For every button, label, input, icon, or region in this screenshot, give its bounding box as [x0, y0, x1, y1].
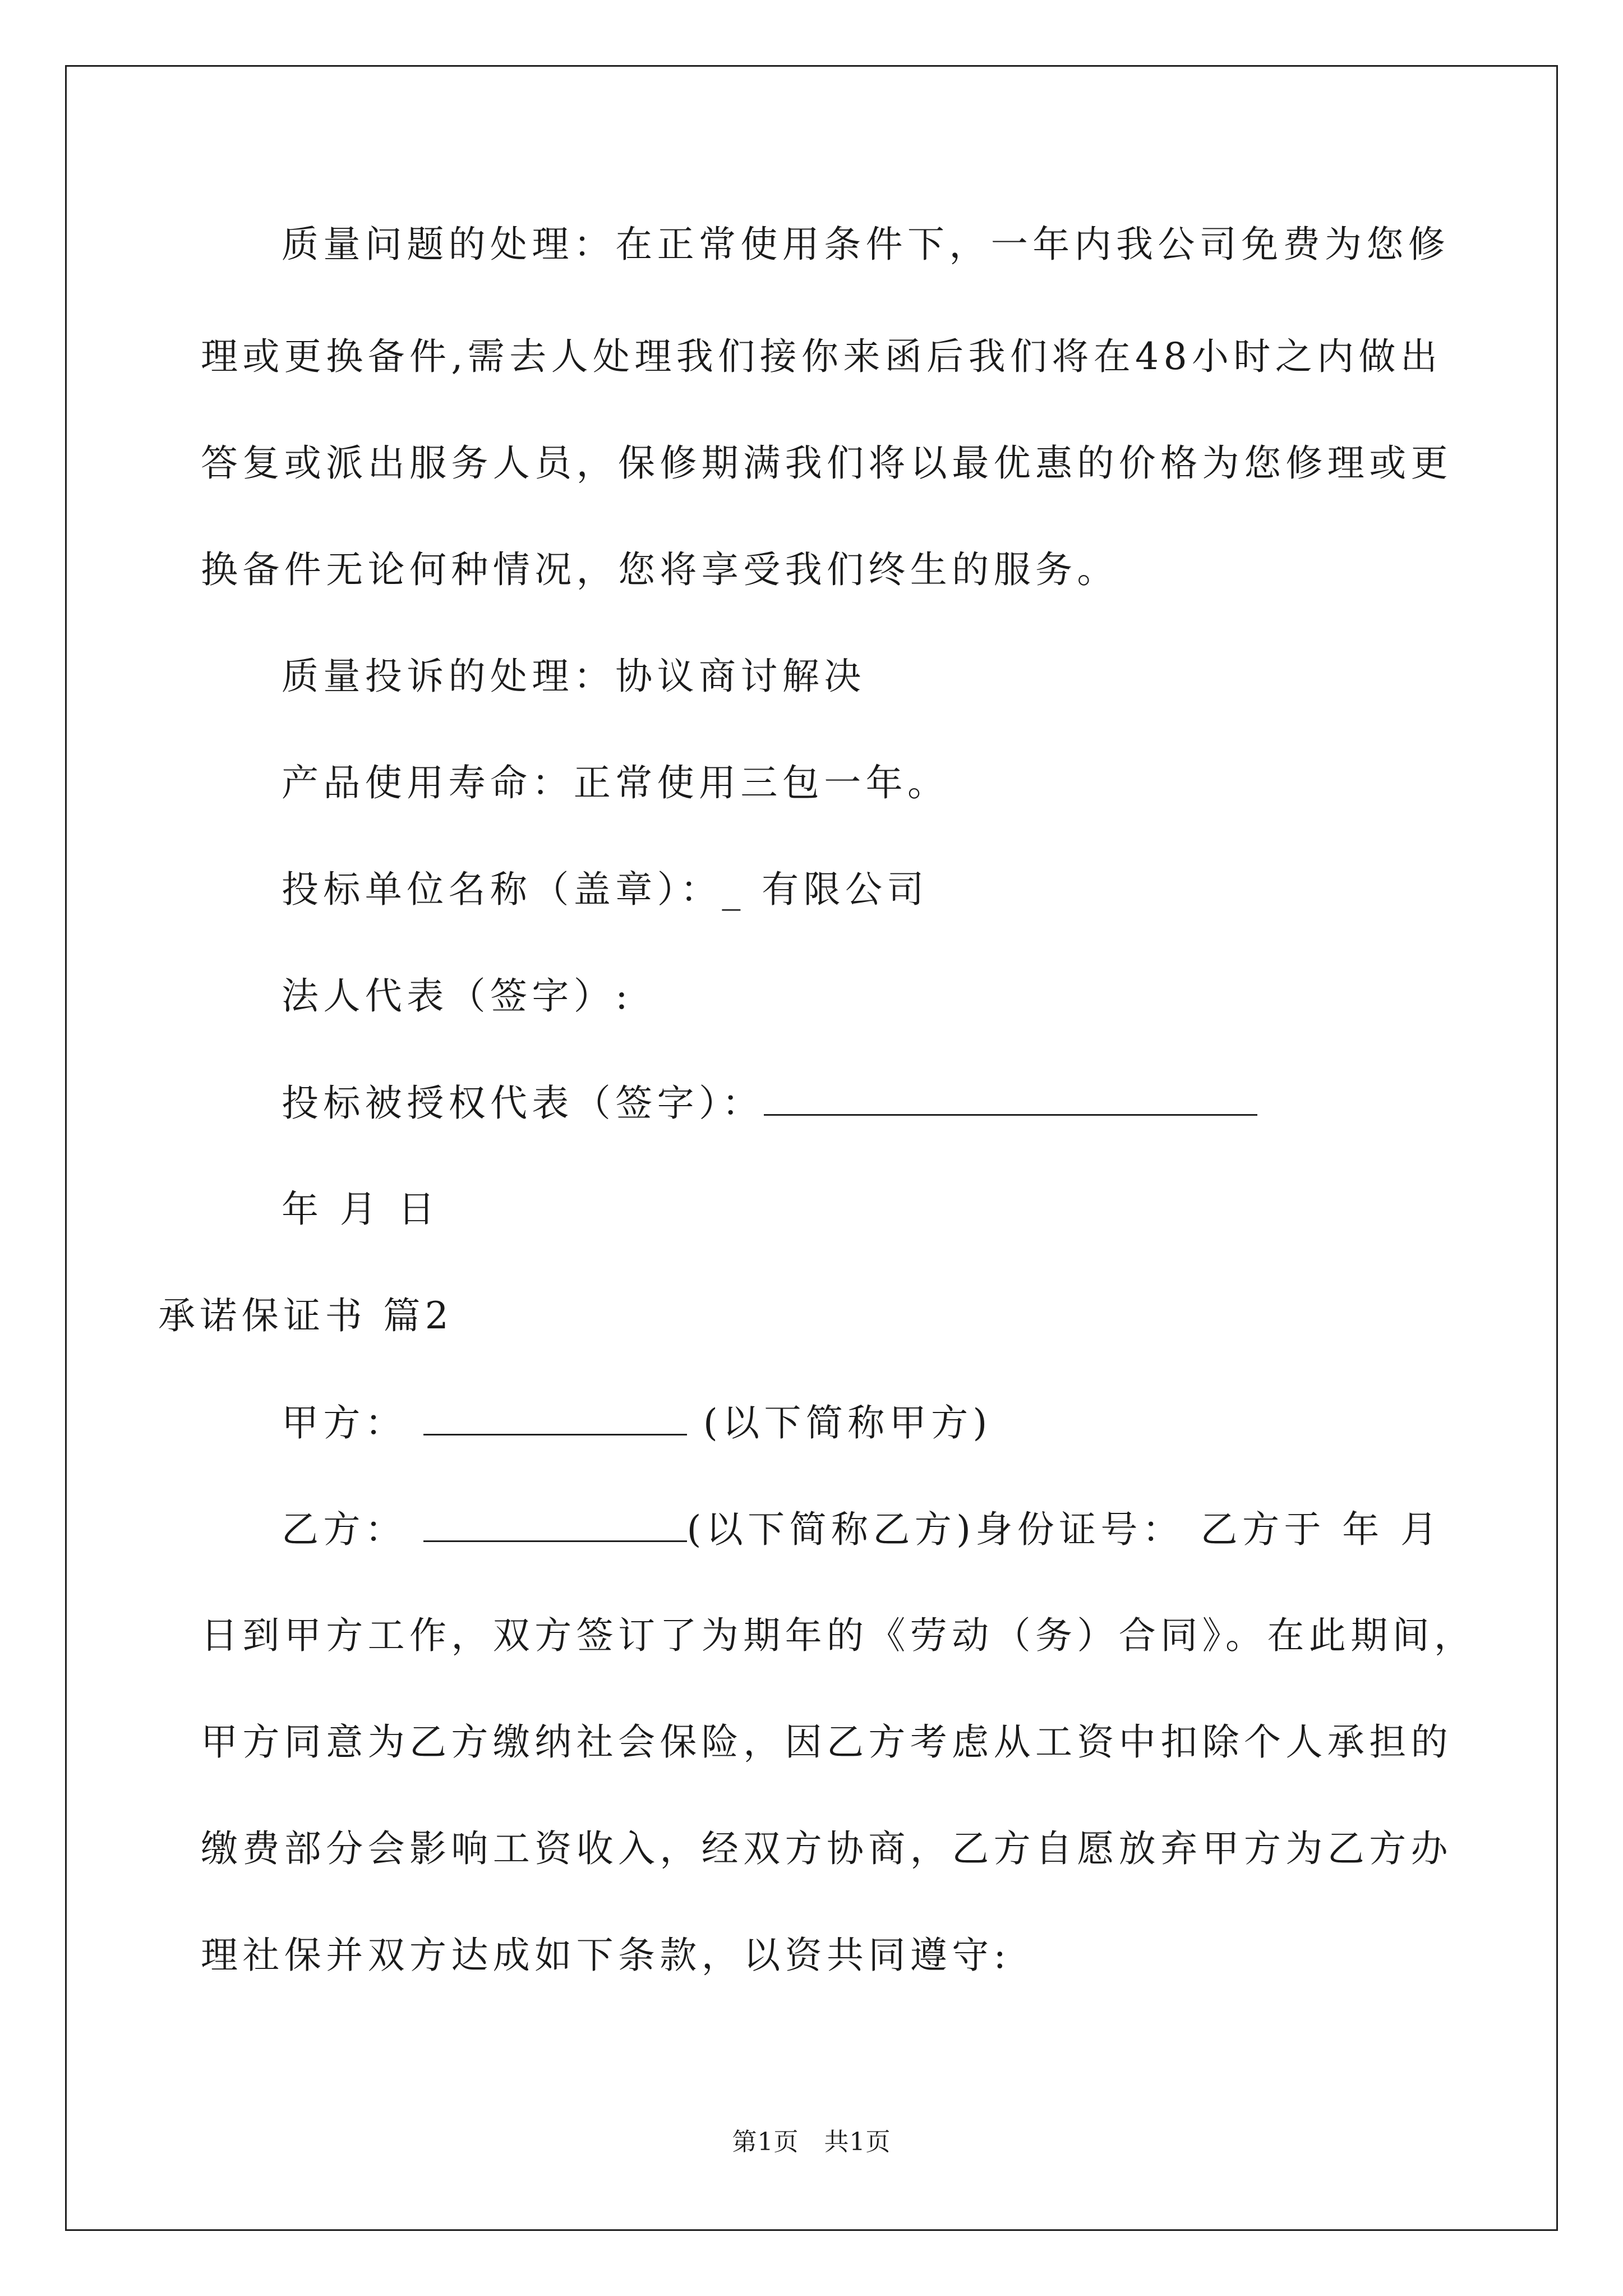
paragraph-line: 理社保并双方达成如下条款，以资共同遵守: — [201, 1934, 1011, 1977]
paragraph-line: 产品使用寿命：正常使用三包一年。 — [282, 761, 949, 804]
paragraph-line: 投标单位名称（盖章）：_ 有限公司 — [282, 868, 929, 911]
signature-label: 投标被授权代表（签字）： — [282, 1082, 764, 1125]
date-line: 年 月 日 — [282, 1188, 440, 1231]
page-number: 第1页 共1页 — [732, 2128, 891, 2156]
paragraph-line: 缴费部分会影响工资收入，经双方协商，乙方自愿放弃甲方为乙方办 — [201, 1827, 1453, 1870]
party-a-blank — [423, 1401, 687, 1435]
party-b-line — [282, 1508, 1571, 1551]
paragraph-line: 法人代表（签字）: — [282, 974, 633, 1018]
paragraph-line: 换备件无论何种情况，您将享受我们终生的服务。 — [201, 548, 1119, 591]
party-b-note: (以下简称乙方)身份证号： 乙方于 年 月 — [686, 1508, 1442, 1551]
signature-blank — [764, 1082, 1257, 1116]
party-a-label: 甲方： — [282, 1401, 423, 1444]
paragraph-line: 理或更换备件,需去人处理我们接你来函后我们将在48小时之内做出 — [201, 335, 1442, 378]
paragraph-line: 甲方同意为乙方缴纳社会保险，因乙方考虑从工资中扣除个人承担的 — [201, 1720, 1453, 1764]
paragraph-line: 答复或派出服务人员，保修期满我们将以最优惠的价格为您修理或更 — [201, 441, 1453, 485]
page-border — [65, 65, 1558, 2231]
party-a-note: (以下简称甲方) — [686, 1401, 992, 1444]
signature-line — [282, 1082, 1571, 1125]
party-b-blank — [423, 1508, 687, 1542]
party-a-line — [282, 1401, 1571, 1444]
paragraph-line: 质量投诉的处理：协议商讨解决 — [282, 655, 866, 698]
paragraph-line: 日到甲方工作，双方签订了为期年的《劳动（务）合同》。在此期间， — [201, 1614, 1476, 1657]
section-heading: 承诺保证书 篇2 — [158, 1294, 454, 1337]
paragraph-line: 质量问题的处理：在正常使用条件下，一年内我公司免费为您修 — [282, 223, 1450, 266]
party-b-label: 乙方： — [282, 1508, 423, 1551]
